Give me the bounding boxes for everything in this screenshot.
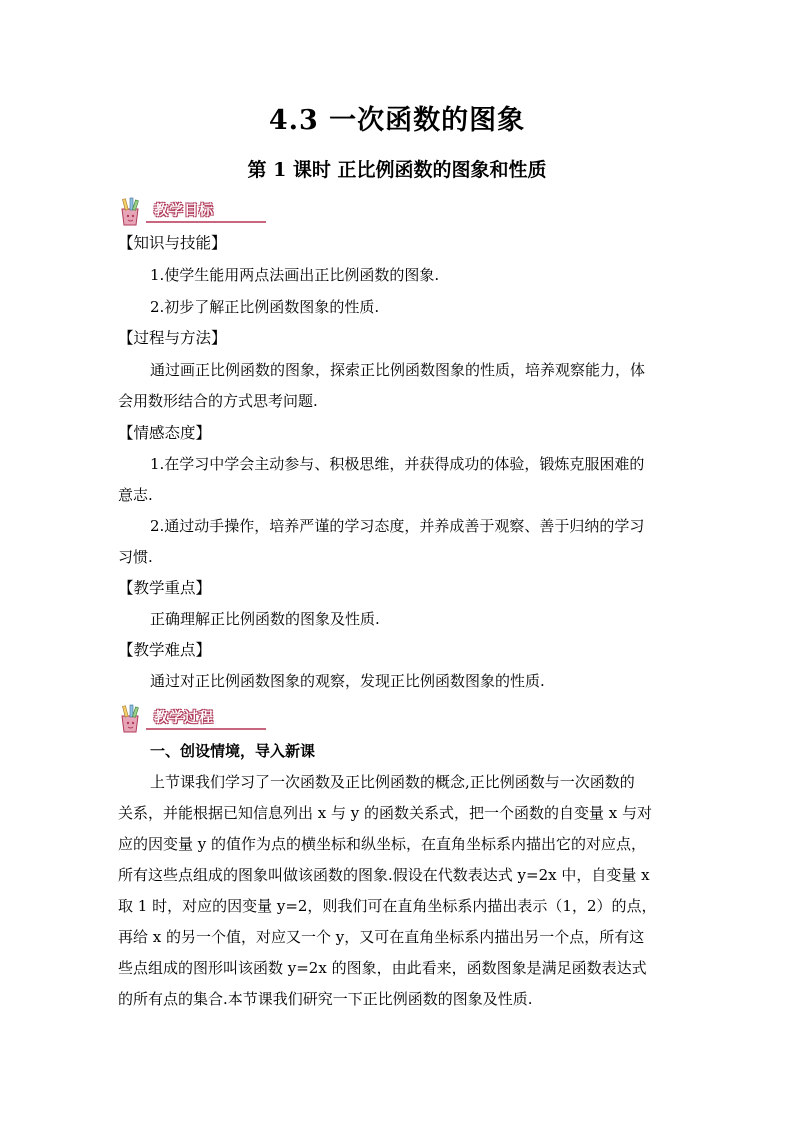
intro-paragraph-line-6: 再给 x 的另一个值，对应又一个 y，又可在直角坐标系内描出另一个点，所有这 — [118, 928, 645, 946]
pencil-cup-icon — [116, 197, 150, 227]
method-text-line-1: 通过画正比例函数的图象，探索正比例函数图象的性质，培养观察能力，体 — [150, 361, 646, 379]
step1-heading: 一、创设情境，导入新课 — [150, 742, 316, 760]
method-heading: 【过程与方法】 — [118, 329, 227, 347]
intro-paragraph-line-5: 取 1 时，对应的因变量 y=2，则我们可在直角坐标系内描出表示（1，2）的点， — [118, 897, 657, 915]
intro-paragraph-line-1: 上节课我们学习了一次函数及正比例函数的概念,正比例函数与一次函数的 — [150, 773, 635, 791]
difficulty-text: 通过对正比例函数图象的观察，发现正比例函数图象的性质. — [150, 672, 545, 690]
intro-paragraph-line-3: 应的因变量 y 的值作为点的横坐标和纵坐标，在直角坐标系内描出它的对应点， — [118, 835, 647, 853]
intro-paragraph-line-4: 所有这些点组成的图象叫做该函数的图象.假设在代数表达式 y=2x 中，自变量 x — [118, 866, 650, 884]
goals-banner-underline — [146, 221, 266, 223]
page-title: 4.3 一次函数的图象 — [268, 105, 526, 136]
key-point-heading: 【教学重点】 — [118, 579, 212, 597]
process-banner-underline — [146, 728, 266, 730]
page-subtitle: 第 1 课时 正比例函数的图象和性质 — [247, 159, 547, 181]
pencil-cup-icon — [116, 704, 150, 734]
knowledge-heading: 【知识与技能】 — [118, 234, 227, 252]
attitude-item-2-line-1: 2.通过动手操作，培养严谨的学习态度，并养成善于观察、善于归纳的学习 — [150, 517, 645, 535]
goals-banner-label: 教学目标 — [154, 203, 214, 219]
method-text-line-2: 会用数形结合的方式思考问题. — [118, 392, 318, 410]
goals-banner — [116, 197, 266, 227]
knowledge-item-2: 2.初步了解正比例函数图象的性质. — [150, 298, 380, 316]
intro-paragraph-line-8: 的所有点的集合.本节课我们研究一下正比例函数的图象及性质. — [118, 990, 533, 1008]
difficulty-heading: 【教学难点】 — [118, 641, 212, 659]
key-point-text: 正确理解正比例函数的图象及性质. — [150, 610, 380, 628]
attitude-heading: 【情感态度】 — [118, 424, 212, 442]
process-banner-label: 教学过程 — [154, 710, 214, 726]
attitude-item-1-line-1: 1.在学习中学会主动参与、积极思维，并获得成功的体验，锻炼克服困难的 — [150, 455, 645, 473]
attitude-item-1-line-2: 意志. — [118, 486, 153, 504]
process-banner — [116, 704, 266, 734]
intro-paragraph-line-2: 关系，并能根据已知信息列出 x 与 y 的函数关系式，把一个函数的自变量 x 与对 — [118, 804, 653, 822]
attitude-item-2-line-2: 习惯. — [118, 548, 153, 566]
knowledge-item-1: 1.使学生能用两点法画出正比例函数的图象. — [150, 266, 440, 284]
intro-paragraph-line-7: 些点组成的图形叫该函数 y=2x 的图象，由此看来，函数图象是满足函数表达式 — [118, 959, 647, 977]
